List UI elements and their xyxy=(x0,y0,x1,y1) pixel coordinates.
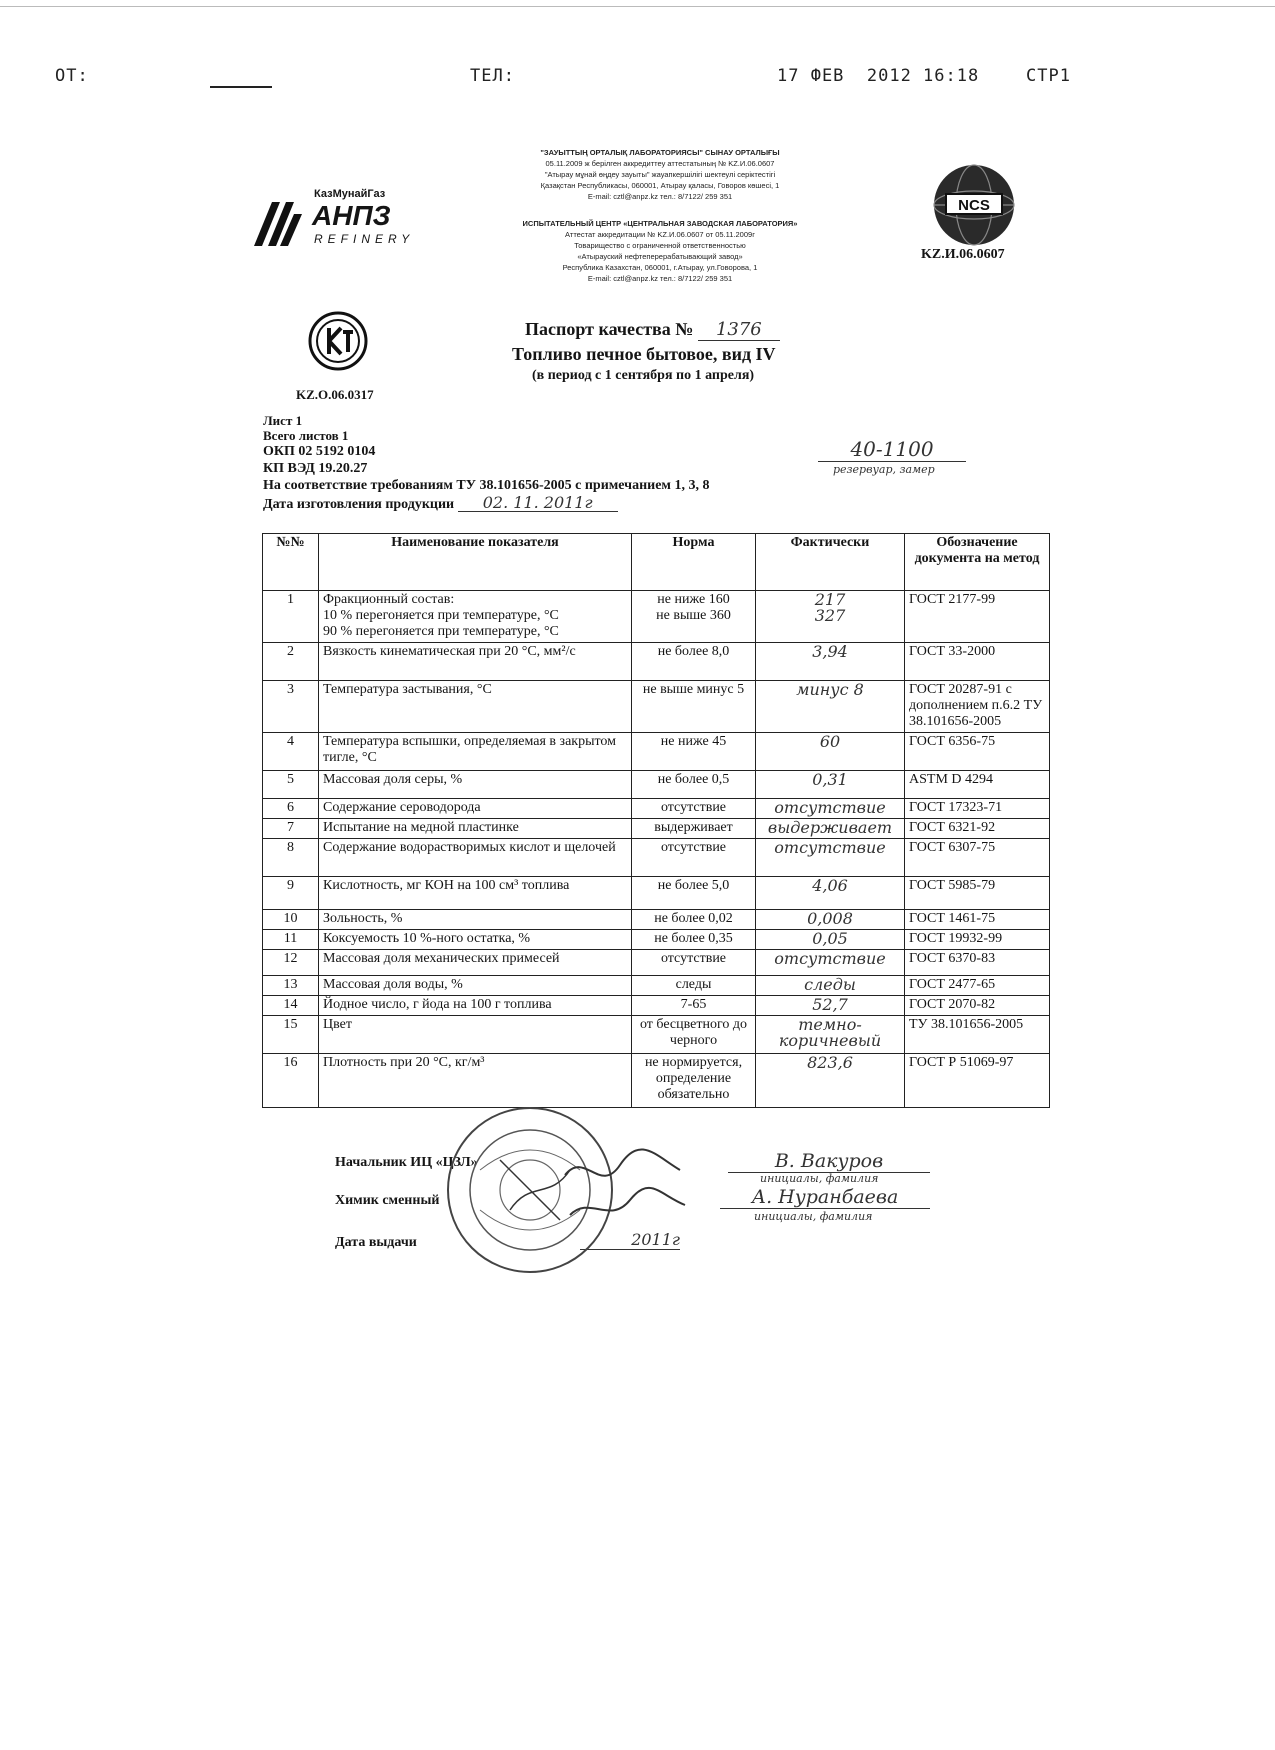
table-row xyxy=(263,771,1050,799)
chemist-signature-name: А. Нуранбаева xyxy=(720,1186,930,1209)
row-norm: не ниже 45 xyxy=(632,733,756,771)
row-name: Цвет xyxy=(319,1016,632,1054)
lab-ru-line: ИСПЫТАТЕЛЬНЫЙ ЦЕНТР «ЦЕНТРАЛЬНАЯ ЗАВОДСКАЯ ЛАБОРАТОРИЯ» xyxy=(522,219,798,228)
table-row xyxy=(263,877,1050,910)
row-fact: 0,05 xyxy=(756,930,905,950)
header-fact: Фактически xyxy=(756,534,905,591)
lab-kz-line: "Атырау мұнай өңдеу зауыты" жауапкершілігі шектеулі серіктестігі xyxy=(544,170,776,179)
row-number: 11 xyxy=(263,930,319,950)
table-row xyxy=(263,996,1050,1016)
table-row xyxy=(263,1016,1050,1054)
lab-ru-line: E-mail: cztl@anpz.kz тел.: 8/7122/ 259 351 xyxy=(587,274,733,283)
row-name: Содержание водорастворимых кислот и щелочей xyxy=(319,839,632,877)
row-norm: не более 0,35 xyxy=(632,930,756,950)
logo-sub: REFINERY xyxy=(314,232,415,246)
row-name: Массовая доля серы, % xyxy=(319,771,632,799)
row-norm: не более 5,0 xyxy=(632,877,756,910)
row-fact: выдерживает xyxy=(756,819,905,839)
header-norm: Норма xyxy=(632,534,756,591)
row-doc: ТУ 38.101656-2005 xyxy=(905,1016,1050,1054)
head-label: Начальник ИЦ «ЦЗЛ» xyxy=(335,1155,478,1170)
row-fact: минус 8 xyxy=(756,681,905,733)
lab-kz-line: "ЗАУЫТТЫҢ ОРТАЛЫҚ ЛАБОРАТОРИЯСЫ" СЫНАУ ОРТАЛЫҒЫ xyxy=(540,148,780,157)
logo-brand: АНПЗ xyxy=(312,200,391,231)
scan-edge-line xyxy=(0,6,1275,7)
row-name: Испытание на медной пластинке xyxy=(319,819,632,839)
table-row xyxy=(263,839,1050,877)
row-norm: не ниже 160 не выше 360 xyxy=(632,591,756,643)
row-fact: отсутствие xyxy=(756,799,905,819)
meta-conformity: На соответствие требованиям ТУ 38.101656-2005 с примечанием 1, 3, 8 xyxy=(263,478,710,493)
row-number: 6 xyxy=(263,799,319,819)
header-no: №№ xyxy=(263,534,319,591)
lab-kz-line: 05.11.2009 ж берілген аккредиттеу аттестатының № KZ.И.06.0607 xyxy=(545,159,775,168)
meta-sheets-total: Всего листов 1 xyxy=(263,428,349,443)
row-doc: ГОСТ 2477-65 xyxy=(905,976,1050,996)
row-doc: ГОСТ 33-2000 xyxy=(905,643,1050,681)
row-fact: 3,94 xyxy=(756,643,905,681)
table-header-row xyxy=(263,534,1050,591)
row-norm: следы xyxy=(632,976,756,996)
row-doc: ГОСТ 2177-99 xyxy=(905,591,1050,643)
row-norm: отсутствие xyxy=(632,799,756,819)
row-number: 13 xyxy=(263,976,319,996)
table-row xyxy=(263,930,1050,950)
quality-table xyxy=(262,533,1050,1108)
meta-date-row xyxy=(263,494,709,513)
issue-date-value: 2011г xyxy=(580,1230,680,1250)
row-norm: отсутствие xyxy=(632,950,756,976)
row-doc: ГОСТ 5985-79 xyxy=(905,877,1050,910)
fax-phone-label: ТЕЛ: xyxy=(470,66,515,86)
row-name: Фракционный состав: 10 % перегоняется при температуре, °С 90 % перегоняется при температуре, °С xyxy=(319,591,632,643)
row-name: Массовая доля воды, % xyxy=(319,976,632,996)
meta-date-label: Дата изготовления продукции xyxy=(263,497,455,512)
row-doc: ГОСТ 2070-82 xyxy=(905,996,1050,1016)
row-name: Зольность, % xyxy=(319,910,632,930)
product-name: Топливо печное бытовое, вид IV xyxy=(512,344,776,364)
row-number: 1 xyxy=(263,591,319,643)
row-name: Плотность при 20 °С, кг/м³ xyxy=(319,1054,632,1108)
signature-scribble-icon xyxy=(560,1145,690,1235)
row-doc: ГОСТ 6321-92 xyxy=(905,819,1050,839)
row-norm: не более 0,5 xyxy=(632,771,756,799)
row-norm: выдерживает xyxy=(632,819,756,839)
row-number: 14 xyxy=(263,996,319,1016)
row-norm: отсутствие xyxy=(632,839,756,877)
table-row xyxy=(263,681,1050,733)
row-doc: ГОСТ 17323-71 xyxy=(905,799,1050,819)
head-signature-name: В. Вакуров xyxy=(728,1150,930,1173)
table-body xyxy=(263,591,1050,1108)
row-fact: 0,31 xyxy=(756,771,905,799)
row-fact: 52,7 xyxy=(756,996,905,1016)
row-doc: ГОСТ 19932-99 xyxy=(905,930,1050,950)
chemist-initials-caption: инициалы, фамилия xyxy=(754,1210,873,1223)
row-fact: 823,6 xyxy=(756,1054,905,1108)
table-row xyxy=(263,976,1050,996)
row-doc: ГОСТ Р 51069-97 xyxy=(905,1054,1050,1108)
lab-kz-line: Қазақстан Республикасы, 060001, Атырау қаласы, Говоров көшесі, 1 xyxy=(540,181,780,190)
row-doc: ГОСТ 6307-75 xyxy=(905,839,1050,877)
row-fact: 0,008 xyxy=(756,910,905,930)
meta-sheet: Лист 1 xyxy=(263,413,303,428)
logo-company: КазМунайГаз xyxy=(314,188,386,200)
row-name: Содержание сероводорода xyxy=(319,799,632,819)
tank-value: 40-1100 xyxy=(818,437,966,462)
fax-from-line xyxy=(210,86,272,88)
anpz-logo xyxy=(250,188,420,258)
row-number: 5 xyxy=(263,771,319,799)
table-row xyxy=(263,819,1050,839)
passport-title-text: Паспорт качества № xyxy=(525,319,694,339)
row-name: Йодное число, г йода на 100 г топлива xyxy=(319,996,632,1016)
row-fact: следы xyxy=(756,976,905,996)
passport-number: 1376 xyxy=(698,319,780,341)
fax-from-label: ОТ: xyxy=(55,66,89,86)
row-name: Коксуемость 10 %-ного остатка, % xyxy=(319,930,632,950)
ncs-globe-icon xyxy=(928,160,1020,250)
ncs-seal-text: NCS xyxy=(958,197,990,214)
row-number: 12 xyxy=(263,950,319,976)
row-fact: 217 327 xyxy=(756,591,905,643)
table-row xyxy=(263,950,1050,976)
lab-header-kz xyxy=(480,147,840,202)
fax-datetime: 17 ФЕВ 2012 16:18 xyxy=(777,66,980,86)
lab-ru-line: Товарищество с ограниченной ответственностью xyxy=(574,241,746,250)
head-initials-caption: инициалы, фамилия xyxy=(760,1172,879,1185)
lab-header-ru xyxy=(480,218,840,284)
table-row xyxy=(263,1054,1050,1108)
row-doc: ASTM D 4294 xyxy=(905,771,1050,799)
row-name: Температура застывания, °С xyxy=(319,681,632,733)
product-period: (в период с 1 сентября по 1 апреля) xyxy=(532,368,755,383)
kz-certification-mark-icon xyxy=(307,310,369,372)
lab-ru-line: Аттестат аккредитации № KZ.И.06.0607 от 05.11.2009г xyxy=(565,230,755,239)
lab-ru-line: «Атырауский нефтеперерабатывающий завод» xyxy=(577,252,743,261)
row-fact: отсутствие xyxy=(756,950,905,976)
anpz-emblem-icon xyxy=(250,196,304,250)
lab-ru-line: Республика Казахстан, 060001, г.Атырау, ул.Говорова, 1 xyxy=(562,263,758,272)
passport-title xyxy=(525,319,780,341)
row-number: 9 xyxy=(263,877,319,910)
table-row xyxy=(263,733,1050,771)
row-norm: от бесцветного до черного xyxy=(632,1016,756,1054)
row-name: Массовая доля механических примесей xyxy=(319,950,632,976)
row-norm: не более 8,0 xyxy=(632,643,756,681)
row-fact: 60 xyxy=(756,733,905,771)
table-row xyxy=(263,910,1050,930)
fax-page: СТР1 xyxy=(1026,66,1071,86)
row-fact: 4,06 xyxy=(756,877,905,910)
accreditation-left-code: KZ.O.06.0317 xyxy=(296,387,374,402)
meta-block xyxy=(263,413,709,513)
row-norm: не более 0,02 xyxy=(632,910,756,930)
table-row xyxy=(263,643,1050,681)
row-norm: не выше минус 5 xyxy=(632,681,756,733)
row-fact: отсутствие xyxy=(756,839,905,877)
issue-label: Дата выдачи xyxy=(335,1235,417,1250)
tank-caption: резервуар, замер xyxy=(833,463,935,476)
meta-kp-ved: КП ВЭД 19.20.27 xyxy=(263,461,368,476)
row-doc: ГОСТ 6356-75 xyxy=(905,733,1050,771)
row-doc: ГОСТ 6370-83 xyxy=(905,950,1050,976)
row-number: 7 xyxy=(263,819,319,839)
header-name: Наименование показателя xyxy=(319,534,632,591)
table-row xyxy=(263,591,1050,643)
row-fact: темно-коричневый xyxy=(756,1016,905,1054)
table-row xyxy=(263,799,1050,819)
chemist-label: Химик сменный xyxy=(335,1193,440,1208)
row-number: 4 xyxy=(263,733,319,771)
meta-okp: ОКП 02 5192 0104 xyxy=(263,444,376,459)
header-doc: Обозначение документа на метод xyxy=(905,534,1050,591)
row-number: 3 xyxy=(263,681,319,733)
row-doc: ГОСТ 20287-91 с дополнением п.6.2 ТУ 38.101656-2005 xyxy=(905,681,1050,733)
accreditation-right-code: KZ.И.06.0607 xyxy=(921,247,1005,262)
row-name: Кислотность, мг КОН на 100 см³ топлива xyxy=(319,877,632,910)
row-doc: ГОСТ 1461-75 xyxy=(905,910,1050,930)
meta-date-value: 02. 11. 2011г xyxy=(458,494,618,512)
row-name: Вязкость кинематическая при 20 °С, мм²/с xyxy=(319,643,632,681)
lab-kz-line: E-mail: cztl@anpz.kz тел.: 8/7122/ 259 351 xyxy=(587,192,733,201)
row-number: 16 xyxy=(263,1054,319,1108)
row-norm: не нормируется, определение обязательно xyxy=(632,1054,756,1108)
row-norm: 7-65 xyxy=(632,996,756,1016)
row-number: 8 xyxy=(263,839,319,877)
row-name: Температура вспышки, определяемая в закрытом тигле, °С xyxy=(319,733,632,771)
row-number: 10 xyxy=(263,910,319,930)
row-number: 2 xyxy=(263,643,319,681)
row-number: 15 xyxy=(263,1016,319,1054)
